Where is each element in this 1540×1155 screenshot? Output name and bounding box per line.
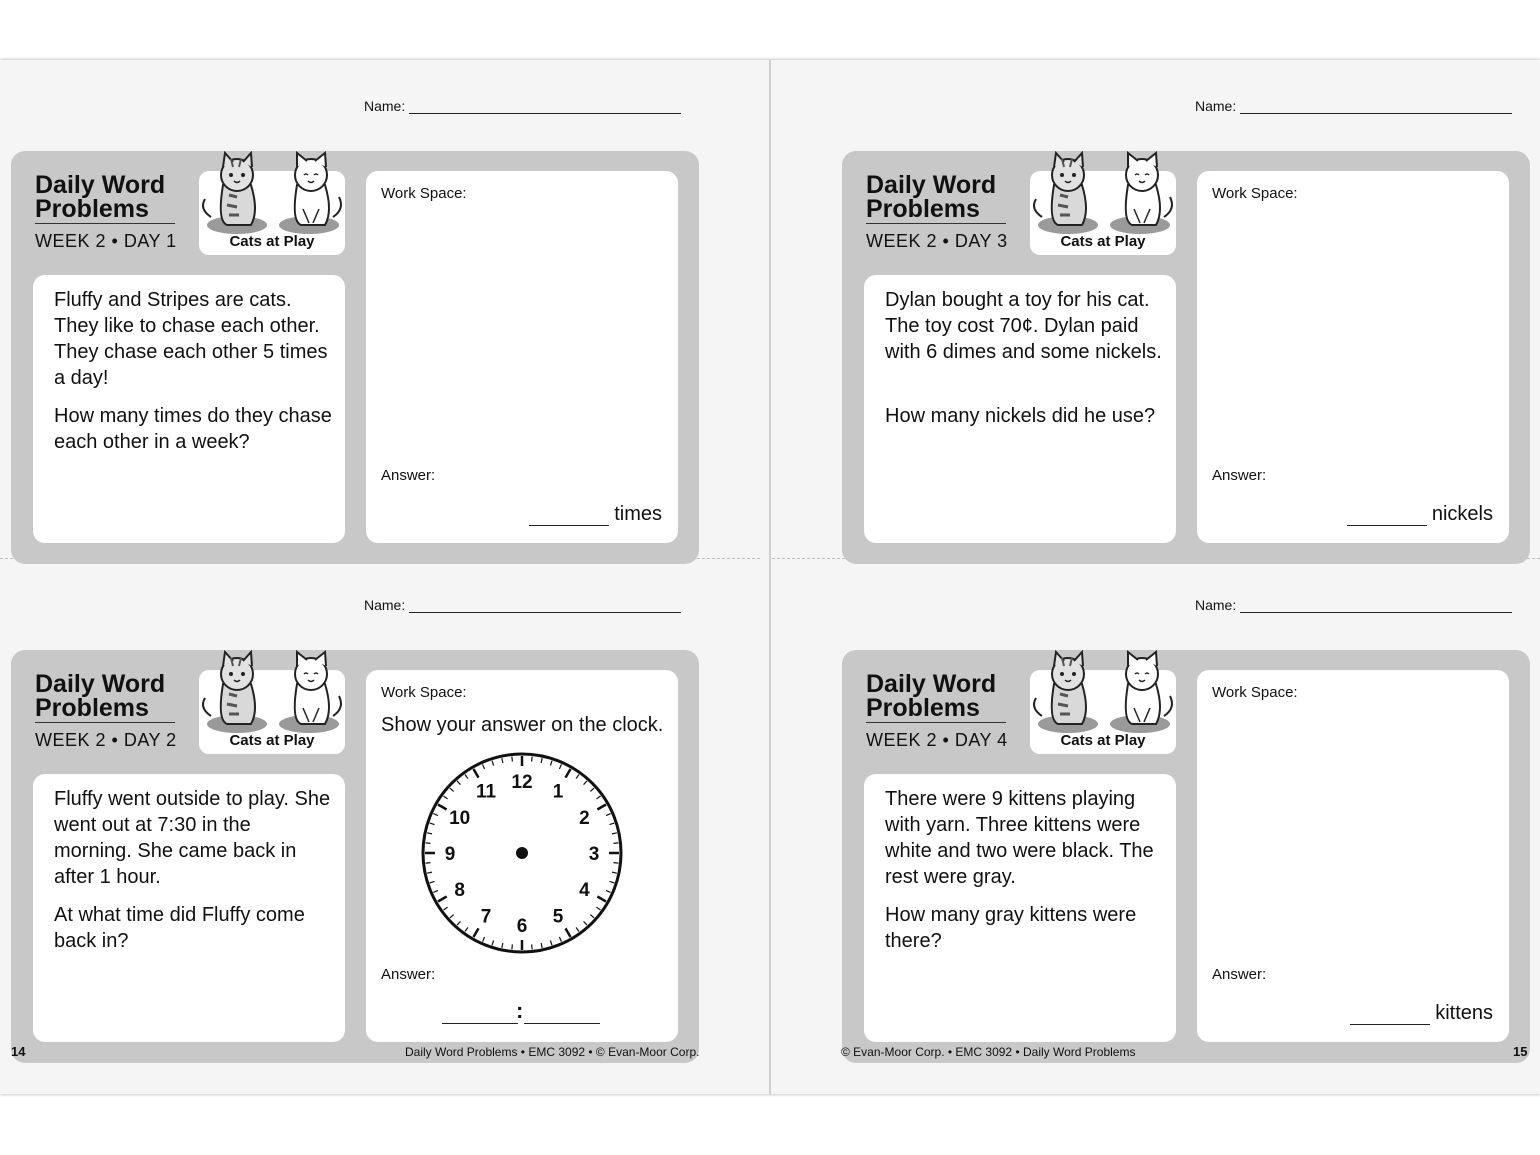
work-space[interactable] [1197,670,1509,1042]
name-line[interactable] [1240,95,1512,114]
work-space[interactable] [1197,171,1509,543]
series-title: Daily Word Problems [866,173,1006,224]
clock-number-3: 3 [588,844,600,865]
clock-minute-tick [426,843,431,844]
answer-blank[interactable] [529,505,609,526]
series-title: Daily Word Problems [866,672,1006,723]
question-text: How many times do they chase each other in a week? [54,405,332,453]
hour-blank[interactable] [442,1023,518,1024]
clock-number-9: 9 [444,844,456,865]
theme-label: Cats at Play [1060,732,1146,749]
week-day-label: WEEK 2 • DAY 3 [866,231,1008,251]
time-colon: : [516,998,524,1023]
minute-blank[interactable] [524,1023,600,1024]
week-day-label: WEEK 2 • DAY 2 [35,730,177,750]
work-space-label: Work Space: [1212,185,1298,202]
name-label: Name: [364,597,406,613]
name-label: Name: [1195,98,1237,114]
answer-label: Answer: [381,966,436,983]
cats-illustration-icon [1024,151,1184,241]
answer-field[interactable] [1350,1002,1493,1025]
question-text: How many gray kittens were there? [885,904,1137,952]
clock-minute-tick [613,863,618,864]
question-text: At what time did Fluffy come back in? [54,904,305,952]
problem-box [864,774,1176,1042]
work-space-label: Work Space: [1212,684,1298,701]
problem-card-day-2 [11,589,699,1064]
name-label: Name: [364,98,406,114]
clock-number-10: 10 [449,808,471,829]
cats-illustration-icon [193,650,353,740]
answer-label: Answer: [1212,467,1267,484]
right-page-number: 15 [1513,1044,1528,1059]
time-answer-field[interactable] [442,998,602,1024]
week-day-label: WEEK 2 • DAY 1 [35,231,177,251]
clock-number-8: 8 [454,880,465,901]
clock-number-1: 1 [552,781,564,803]
theme-label: Cats at Play [229,233,315,250]
theme-badge [199,670,345,754]
left-page-number: 14 [11,1044,26,1059]
right-footer-credit: © Evan-Moor Corp. • EMC 3092 • Daily Word Problems [841,1045,1136,1059]
clock-number-11: 11 [475,781,497,803]
theme-label: Cats at Play [229,732,315,749]
name-field[interactable] [364,90,681,114]
problem-card-day-3 [842,90,1530,565]
clock-number-7: 7 [480,906,492,928]
answer-label: Answer: [1212,966,1267,983]
theme-label: Cats at Play [1060,233,1146,250]
name-line[interactable] [409,594,681,613]
work-space[interactable] [366,171,678,543]
problem-card-day-1 [11,90,699,565]
problem-text: Fluffy and Stripes are cats. They like to chase each other. They chase each other 5 times a day! [54,289,328,389]
answer-label: Answer: [381,467,436,484]
clock-minute-tick [532,757,533,762]
clock-number-12: 12 [511,772,533,793]
clock-minute-tick [512,944,513,949]
problem-box [33,774,345,1042]
work-space-label: Work Space: [381,684,467,701]
problem-card-day-4 [842,589,1530,1064]
name-line[interactable] [409,95,681,114]
clock-minute-tick [512,757,513,762]
name-field[interactable] [364,589,681,613]
theme-badge [1030,171,1176,255]
clock-minute-tick [426,863,431,864]
series-title: Daily Word Problems [35,173,175,224]
name-field[interactable] [1195,90,1512,114]
left-footer-credit: Daily Word Problems • EMC 3092 • © Evan-Moor Corp. [405,1045,700,1059]
name-line[interactable] [1240,594,1512,613]
question-text: How many nickels did he use? [885,405,1156,427]
card-frame [842,151,1530,564]
work-space-label: Work Space: [381,185,467,202]
problem-text: There were 9 kittens playing with yarn. Three kittens were white and two were black. The rest were gray. [885,788,1154,888]
clock-number-2: 2 [579,808,590,829]
cats-illustration-icon [193,151,353,241]
work-space[interactable] [366,670,678,1042]
page-gutter [769,60,771,1094]
problem-text: Fluffy went outside to play. She went out at 7:30 in the morning. She came back in after 1 hour. [54,788,331,888]
problem-text: Dylan bought a toy for his cat. The toy cost 70¢. Dylan paid with 6 dimes and some nickels. [885,289,1162,363]
clock-instruction: Show your answer on the clock. [381,714,664,736]
answer-unit: times [614,503,662,525]
name-field[interactable] [1195,589,1512,613]
week-day-label: WEEK 2 • DAY 4 [866,730,1008,750]
problem-box [33,275,345,543]
problem-box [864,275,1176,543]
clock-minute-tick [532,944,533,949]
theme-badge [199,171,345,255]
answer-field[interactable] [529,503,662,526]
answer-unit: kittens [1435,1002,1493,1024]
clock-number-6: 6 [516,916,528,937]
answer-unit: nickels [1431,503,1493,525]
card-frame [11,151,699,564]
clock-face-icon[interactable] [419,750,625,956]
answer-blank[interactable] [1347,505,1427,526]
clock-number-5: 5 [552,906,564,928]
clock-minute-tick [613,843,618,844]
theme-badge [1030,670,1176,754]
card-frame [11,650,699,1063]
card-frame [842,650,1530,1063]
cats-illustration-icon [1024,650,1184,740]
clock-number-4: 4 [579,880,590,901]
name-label: Name: [1195,597,1237,613]
workbook-spread [0,60,1540,1094]
series-title: Daily Word Problems [35,672,175,723]
answer-blank[interactable] [1350,1004,1430,1025]
answer-field[interactable] [1347,503,1493,526]
